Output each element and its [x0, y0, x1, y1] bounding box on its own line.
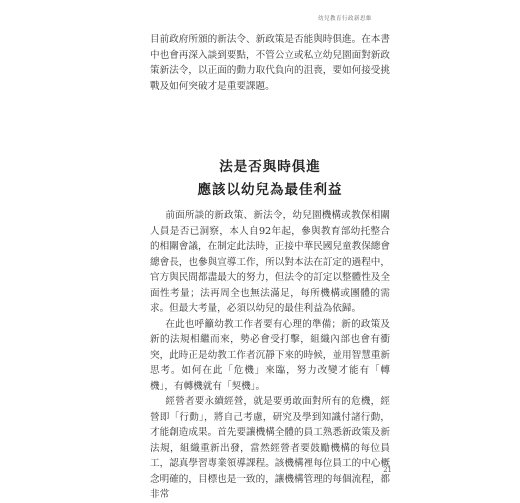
running-header-title: 幼兒教育行政新思維: [317, 16, 372, 22]
intro-paragraph: 目前政府所頒的新法令、新政策是否能與時俱進。在本書中也會再深入談到要點，不管公立或私立幼兒園面對新政策新法令，以正面的動力取代負向的沮喪，要如何接受挑戰及如何突破才是重要課題。: [150, 34, 390, 92]
intro-paragraph-block: [150, 32, 390, 94]
paragraph: 前面所談的新政策、新法令，幼兒園機構或教保相關人員是否已洞察，本人自92年起，參與教育部幼托整合的相關會議，在制定此法時，正接中華民國兒童教保總會總會長，也參與宣導工作，所以對本法在訂定的過程中，官方與民間都盡最大的努力，但法令的訂定以整體性及全面性考量；法再周全也無法滿足，每所機構或團體的需求。但最大考量，必須以幼兒的最佳利益為依歸。: [150, 210, 390, 314]
paragraph: 經營者要永續經營，就是要勇敢面對所有的危機，經營即「行動」，將自己考慮，研究及學到知識付諸行動，才能創造成果。首先要讓機構全體的員工熟悉新政策及新法規，組織重新出發，當然經營者要鼓勵機構的每位員工，認真學習專業領導課程。該機構裡每位員工的中心概念明確的，目標也是一致的，讓機構管理的每個流程，都非常: [150, 396, 390, 500]
paragraph: 在此也呼籲幼教工作者要有心理的準備；新的政策及新的法規相繼而來，勢必會受打擊，組織內部也會有衝突，此時正是幼教工作者沉靜下來的時候，並用智慧重新思考。如何在此「危機」來臨，努力改變才能有「轉機」，有轉機就有「契機」。: [150, 318, 390, 392]
page-number: 21: [383, 466, 392, 474]
section-title-line-2: 應該以幼兒為最佳利益: [197, 182, 343, 198]
section-title-line-1: 法是否與時俱進: [219, 159, 321, 175]
main-text-block: [150, 208, 390, 503]
